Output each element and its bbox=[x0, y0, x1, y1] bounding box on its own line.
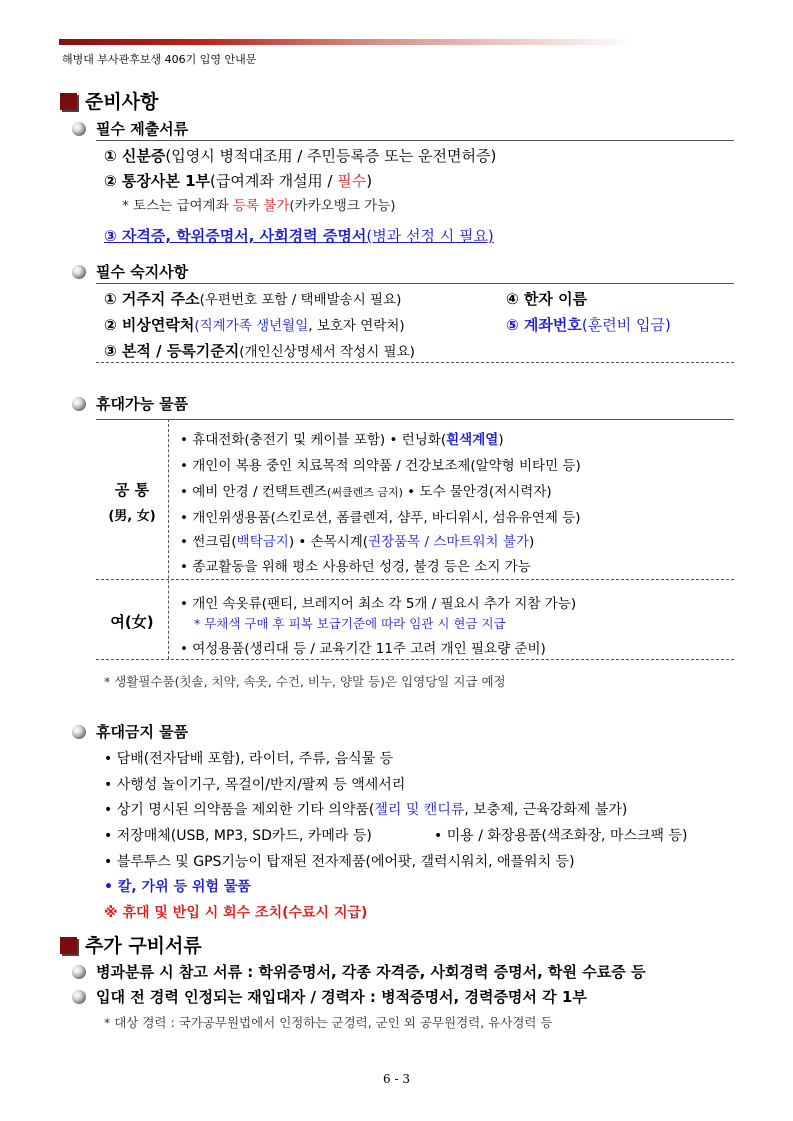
carry-row-5: • 썬크림(백탁금지) • 손목시계(권장품목 / 스마트워치 불가) bbox=[180, 534, 535, 550]
category-common: 공 통 bbox=[114, 481, 150, 499]
category-common-sub: (男, 女) bbox=[108, 509, 156, 524]
divider bbox=[96, 140, 734, 141]
divider bbox=[96, 283, 734, 284]
required-doc-3: ③ 자격증, 학위증명서, 사회경력 증명서(병과 선정 시 필요) bbox=[104, 227, 494, 245]
female-row-2: • 여성용품(생리대 등 / 교육기간 11주 고려 개인 필요량 준비) bbox=[180, 641, 546, 657]
banned-6: • 칼, 가위 등 위험 물품 bbox=[104, 879, 251, 895]
circle-bullet-icon bbox=[72, 965, 86, 979]
document-header: 해병대 부사관후보생 406기 입영 안내문 bbox=[62, 53, 257, 66]
must-know-5: ⑤ 계좌번호(훈련비 입금) bbox=[506, 316, 671, 334]
carry-row-4: • 개인위생용품(스킨로션, 폼클렌져, 샴푸, 바디워시, 섬유유연제 등) bbox=[180, 510, 581, 526]
banned-1: • 담배(전자담배 포함), 라이터, 주류, 음식물 등 bbox=[104, 751, 394, 767]
banned-7: ※ 휴대 및 반입 시 회수 조치(수료시 지급) bbox=[104, 905, 368, 921]
circle-bullet-icon bbox=[72, 122, 86, 136]
subsection-must-know: 필수 숙지사항 bbox=[72, 261, 188, 282]
subsection-banned: 휴대금지 물품 bbox=[72, 721, 188, 742]
subsection-required-docs: 필수 제출서류 bbox=[72, 118, 188, 139]
female-row-1: • 개인 속옷류(팬티, 브레지어 최소 각 5개 / 필요시 추가 지참 가능) bbox=[180, 596, 577, 612]
carry-table bbox=[96, 419, 734, 659]
extra-doc-1: 병과분류 시 참고 서류 : 학위증명서, 각종 자격증, 사회경력 증명서, 학원 수료증 등 bbox=[72, 961, 645, 982]
section-title-prep: 준비사항 bbox=[60, 87, 158, 114]
must-know-2: ② 비상연락처(직계가족 생년월일, 보호자 연락처) bbox=[104, 316, 405, 334]
subsection-carry: 휴대가능 물품 bbox=[72, 393, 188, 414]
extra-doc-note: * 대상 경력 : 국가공무원법에서 인정하는 군경력, 군인 외 공무원경력, 유사경력 등 bbox=[104, 1015, 553, 1030]
square-bullet-icon bbox=[60, 937, 77, 954]
banned-5: • 블루투스 및 GPS기능이 탑재된 전자제품(에어팟, 갤럭시워치, 애플워치 등) bbox=[104, 854, 575, 870]
must-know-3: ③ 본적 / 등록기준지(개인신상명세서 작성시 필요) bbox=[104, 342, 415, 360]
banned-4b: • 미용 / 화장용품(색조화장, 마스크팩 등) bbox=[434, 828, 688, 844]
female-row-note: * 무채색 구매 후 피복 보급기준에 따라 임관 시 현금 지급 bbox=[194, 616, 506, 631]
circle-bullet-icon bbox=[72, 397, 86, 411]
divider bbox=[96, 362, 734, 363]
banned-3: • 상기 명시된 의약품을 제외한 기타 의약품(젤리 및 캔디류, 보충제, 근육강화제 불가) bbox=[104, 802, 628, 818]
must-know-1: ① 거주지 주소(우편번호 포함 / 택배발송시 필요) bbox=[104, 290, 402, 308]
required-doc-2: ② 통장사본 1부(급여계좌 개설用 / 필수) bbox=[104, 172, 373, 190]
header-bar bbox=[59, 39, 635, 45]
page-number: 6 - 3 bbox=[383, 1072, 410, 1086]
must-know-4: ④ 한자 이름 bbox=[506, 290, 588, 308]
circle-bullet-icon bbox=[72, 265, 86, 279]
extra-doc-2: 입대 전 경력 인정되는 재입대자 / 경력자 : 병적증명서, 경력증명서 각 1부 bbox=[72, 986, 587, 1007]
carry-row-3: • 예비 안경 / 컨택트렌즈(써클렌즈 금지) • 도수 물안경(저시력자) bbox=[180, 484, 552, 500]
banned-2: • 사행성 놀이기구, 목걸이/반지/팔찌 등 액세서리 bbox=[104, 777, 406, 793]
circle-bullet-icon bbox=[72, 725, 86, 739]
required-doc-1: ① 신분증(입영시 병적대조用 / 주민등록증 또는 운전면허증) bbox=[104, 147, 497, 165]
carry-row-2: • 개인이 복용 중인 치료목적 의약품 / 건강보조제(알약형 비타민 등) bbox=[180, 458, 581, 474]
section-title-extra: 추가 구비서류 bbox=[60, 931, 202, 958]
category-female: 여(女) bbox=[110, 613, 154, 631]
carry-row-1: • 휴대전화(충전기 및 케이블 포함) • 런닝화(흰색계열) bbox=[180, 432, 504, 448]
carry-note: * 생활필수품(칫솔, 치약, 속옷, 수건, 비누, 양말 등)은 입영당일 지급 예정 bbox=[104, 674, 506, 689]
required-doc-note: * 토스는 급여계좌 등록 불가(카카오뱅크 가능) bbox=[122, 198, 396, 214]
square-bullet-icon bbox=[60, 93, 77, 110]
banned-4a: • 저장매체(USB, MP3, SD카드, 카메라 등) bbox=[104, 828, 372, 844]
circle-bullet-icon bbox=[72, 990, 86, 1004]
carry-row-6: • 종교활동을 위해 평소 사용하던 성경, 불경 등은 소지 가능 bbox=[180, 559, 531, 575]
